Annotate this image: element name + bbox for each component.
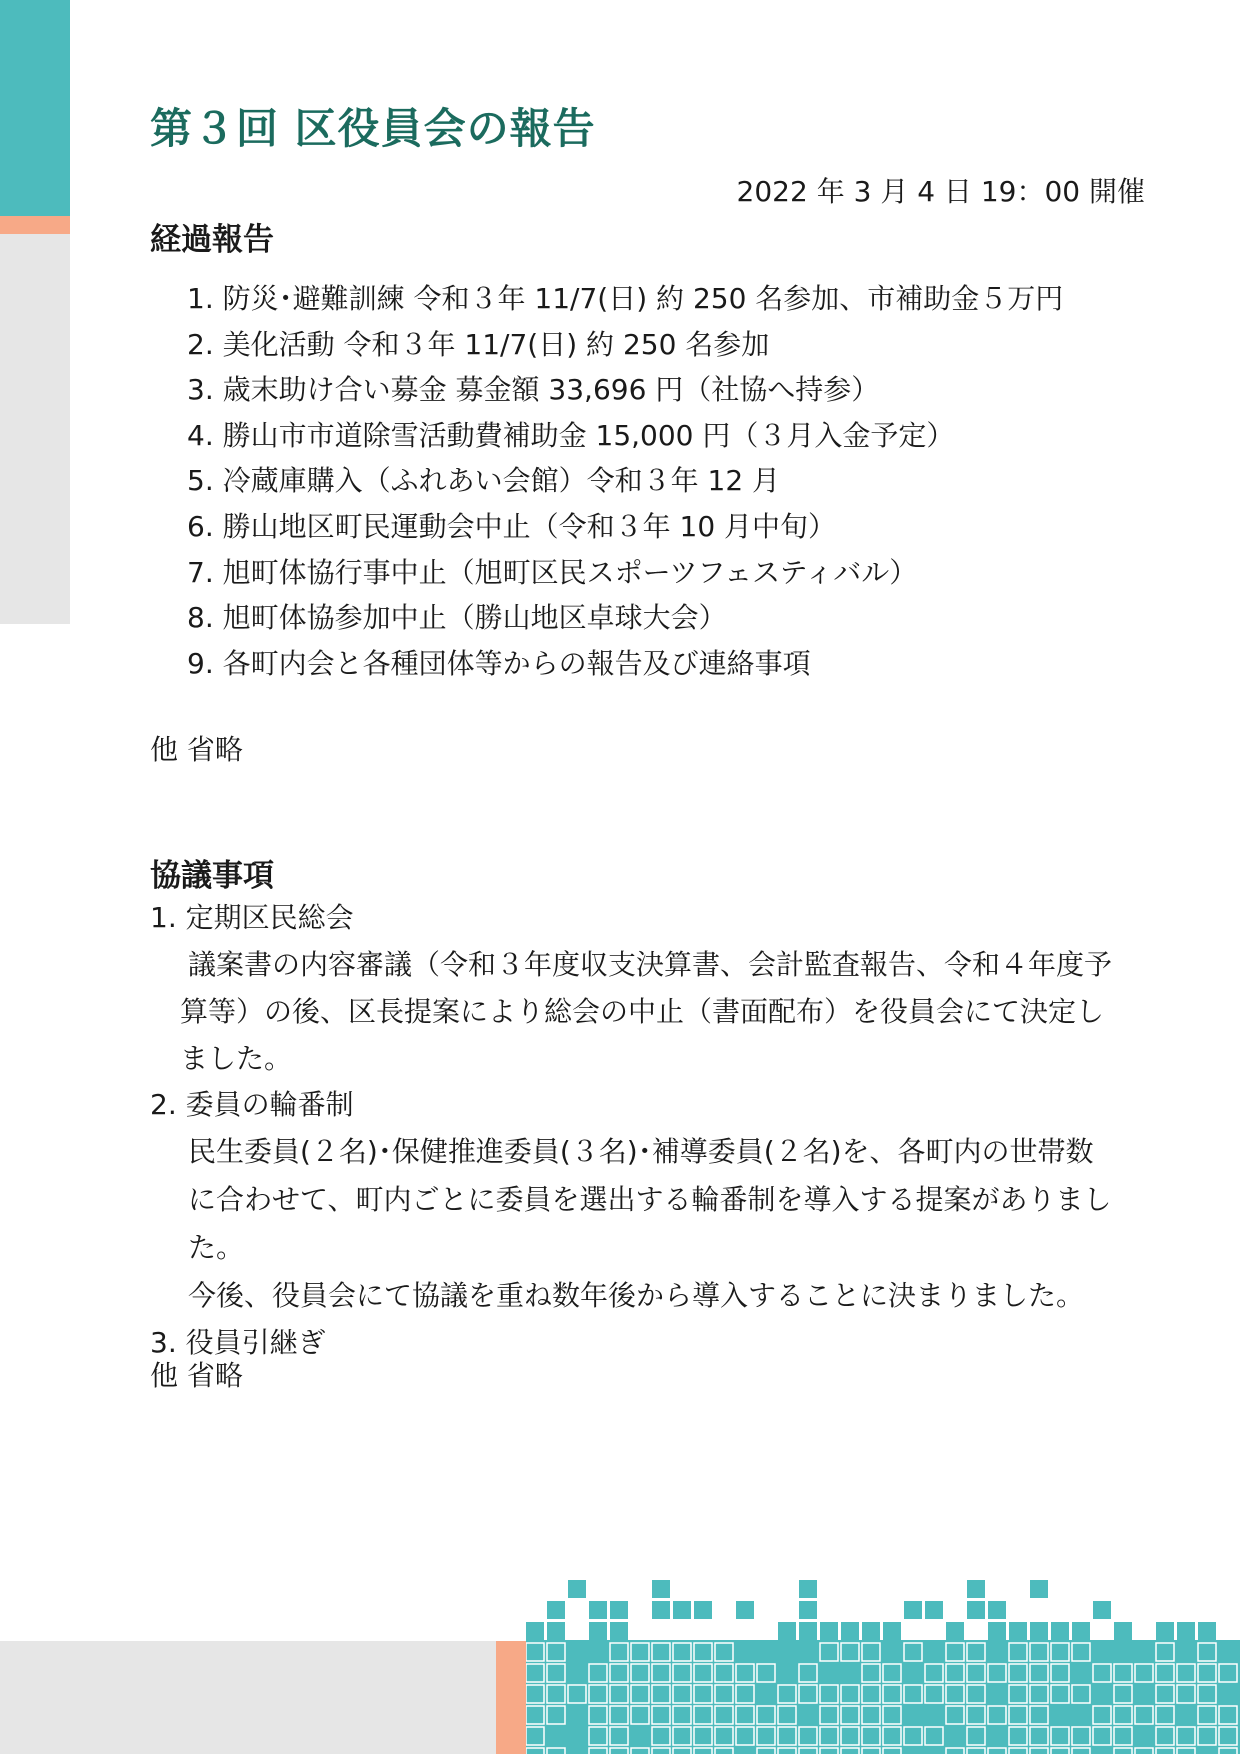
discussion-item xyxy=(150,895,1130,1082)
progress-report-heading: 経過報告 xyxy=(150,222,274,258)
list-item: 8. 旭町体協参加中止（勝山地区卓球大会） xyxy=(187,601,727,635)
list-item: 6. 勝山地区町民運動会中止（令和３年 10 月中旬） xyxy=(187,509,837,543)
discussion-heading: 協議事項 xyxy=(150,858,274,894)
meeting-date: 2022 年 3 月 4 日 19：00 開催 xyxy=(736,175,1145,208)
discussion-body-line: 民生委員(２名)･保健推進委員(３名)･補導委員(２名)を、各町内の世帯数 xyxy=(188,1135,1094,1168)
discussion-item-title: 2. 委員の輪番制 xyxy=(150,1088,354,1121)
progress-report-list xyxy=(187,276,1063,686)
discussion-body-line: に合わせて、町内ごとに委員を選出する輪番制を導入する提案がありました。 xyxy=(188,1183,1112,1264)
discussion-item-title: 3. 役員引継ぎ xyxy=(150,1326,326,1359)
list-item: 9. 各町内会と各種団体等からの報告及び連絡事項 xyxy=(187,646,811,680)
side-gray-panel xyxy=(0,234,70,624)
page-title: 第３回 区役員会の報告 xyxy=(150,104,596,153)
pixel-mosaic-decoration xyxy=(526,1580,1240,1754)
discussion-omitted-note: 他 省略 xyxy=(150,1359,243,1392)
discussion-item-body xyxy=(150,1128,1138,1320)
discussion-item xyxy=(150,1082,1130,1320)
bottom-gray-band xyxy=(0,1641,496,1754)
discussion-item-body: 議案書の内容審議（令和３年度収支決算書、会計監査報告、令和４年度予算等）の後、区長提案により総会の中止（書面配布）を役員会にて決定しました。 xyxy=(180,948,1113,1075)
list-item: 4. 勝山市市道除雪活動費補助金 15,000 円（３月入金予定） xyxy=(187,418,955,452)
list-item: 3. 歳末助け合い募金 募金額 33,696 円（社協へ持参） xyxy=(187,373,880,407)
list-item: 5. 冷蔵庫購入（ふれあい会館）令和３年 12 月 xyxy=(187,464,781,498)
discussion-body-line: 今後、役員会にて協議を重ね数年後から導入することに決まりました。 xyxy=(188,1279,1085,1312)
discussion-list xyxy=(150,895,1130,1366)
bottom-orange-stripe xyxy=(496,1641,526,1754)
list-item: 1. 防災･避難訓練 令和３年 11/7(日) 約 250 名参加、市補助金５万円 xyxy=(187,282,1064,315)
discussion-item-title: 1. 定期区民総会 xyxy=(150,901,354,934)
list-item: 2. 美化活動 令和３年 11/7(日) 約 250 名参加 xyxy=(187,327,770,361)
progress-omitted-note: 他 省略 xyxy=(150,733,243,766)
discussion-item xyxy=(150,1320,1130,1366)
side-teal-stripe xyxy=(0,0,70,216)
side-orange-stripe xyxy=(0,216,70,234)
list-item: 7. 旭町体協行事中止（旭町区民スポーツフェスティバル） xyxy=(187,555,918,589)
